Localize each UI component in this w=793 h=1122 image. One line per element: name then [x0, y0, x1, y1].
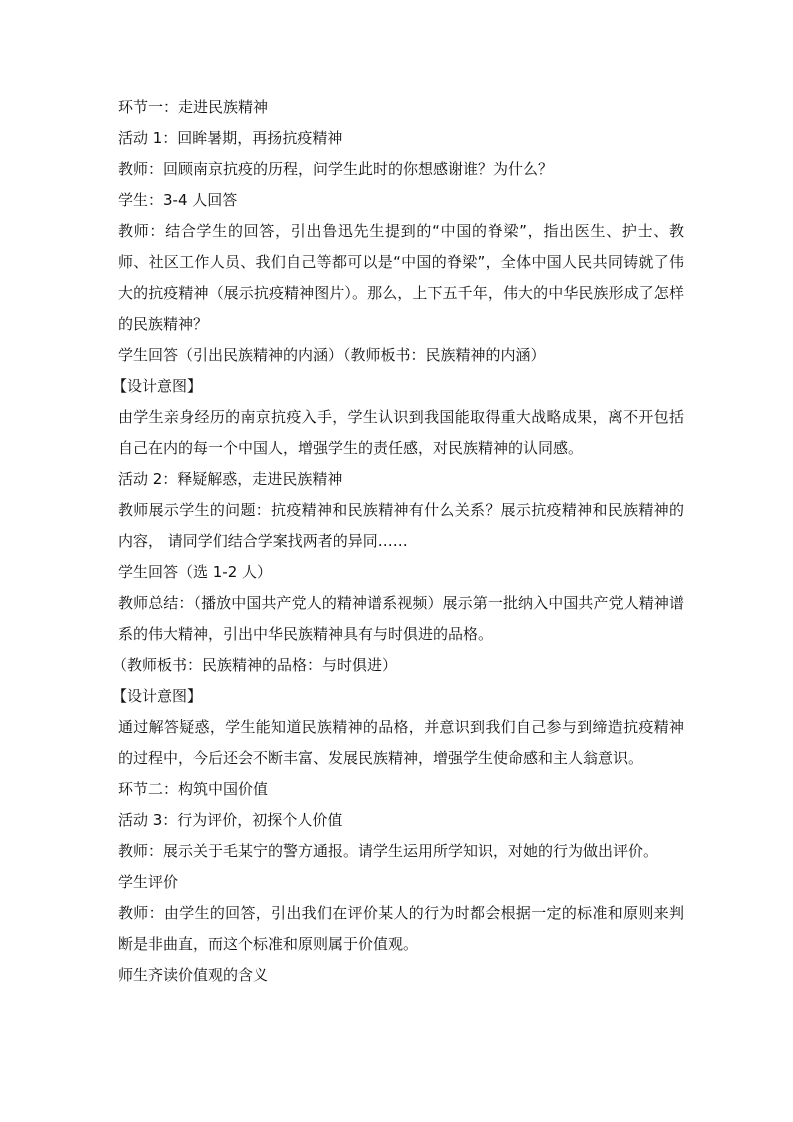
teacher-paragraph: 教师展示学生的问题：抗疫精神和民族精神有什么关系？展示抗疫精神和民族精神的内容， 请同学们结合学案找两者的异同……	[118, 501, 684, 550]
student-paragraph: 学生：3-4 人回答	[118, 191, 238, 209]
activity-heading-2: 活动 2：释疑解惑，走进民族精神	[118, 470, 343, 488]
design-intent-heading: 【设计意图】	[112, 377, 203, 395]
teacher-paragraph: 教师总结：（播放中国共产党人的精神谱系视频）展示第一批纳入中国共产党人精神谱系的伟大精神，引出中华民族精神具有与时俱进的品格。	[118, 594, 684, 643]
section-heading-1: 环节一：走进民族精神	[118, 98, 269, 116]
student-paragraph: 学生评价	[118, 873, 179, 891]
student-paragraph: 学生回答（选 1-2 人）	[118, 563, 273, 581]
design-intent-paragraph: 通过解答疑惑，学生能知道民族精神的品格，并意识到我们自己参与到缔造抗疫精神的过程中，今后还会不断丰富、发展民族精神，增强学生使命感和主人翁意识。	[118, 718, 684, 767]
design-intent-paragraph: 由学生亲身经历的南京抗疫入手，学生认识到我国能取得重大战略成果，离不开包括自己在内的每一个中国人，增强学生的责任感，对民族精神的认同感。	[118, 408, 684, 457]
document-body	[112, 92, 684, 991]
teacher-paragraph: 教师：结合学生的回答，引出鲁迅先生提到的“中国的脊梁”，指出医生、护士、教师、社区工作人员、我们自己等都可以是“中国的脊梁”，全体中国人民共同铸就了伟大的抗疫精神（展示抗疫精神图片）。那么，上下五千年，伟大的中华民族形成了怎样的民族精神？	[118, 222, 684, 333]
class-reading-paragraph: 师生齐读价值观的含义	[118, 966, 269, 984]
activity-heading-3: 活动 3：行为评价，初探个人价值	[118, 811, 343, 829]
teacher-paragraph: 教师：展示关于毛某宁的警方通报。请学生运用所学知识，对她的行为做出评价。	[118, 842, 659, 860]
teacher-paragraph: 教师：由学生的回答，引出我们在评价某人的行为时都会根据一定的标准和原则来判断是非曲直，而这个标准和原则属于价值观。	[118, 904, 684, 953]
section-heading-2: 环节二：构筑中国价值	[118, 780, 269, 798]
board-note-paragraph: （教师板书：民族精神的品格：与时俱进）	[112, 656, 398, 674]
design-intent-heading: 【设计意图】	[112, 687, 203, 705]
student-paragraph: 学生回答（引出民族精神的内涵）（教师板书：民族精神的内涵）	[118, 346, 546, 364]
activity-heading-1: 活动 1：回眸暑期，再扬抗疫精神	[118, 129, 343, 147]
teacher-paragraph: 教师：回顾南京抗疫的历程，问学生此时的你想感谢谁？为什么？	[118, 160, 554, 178]
